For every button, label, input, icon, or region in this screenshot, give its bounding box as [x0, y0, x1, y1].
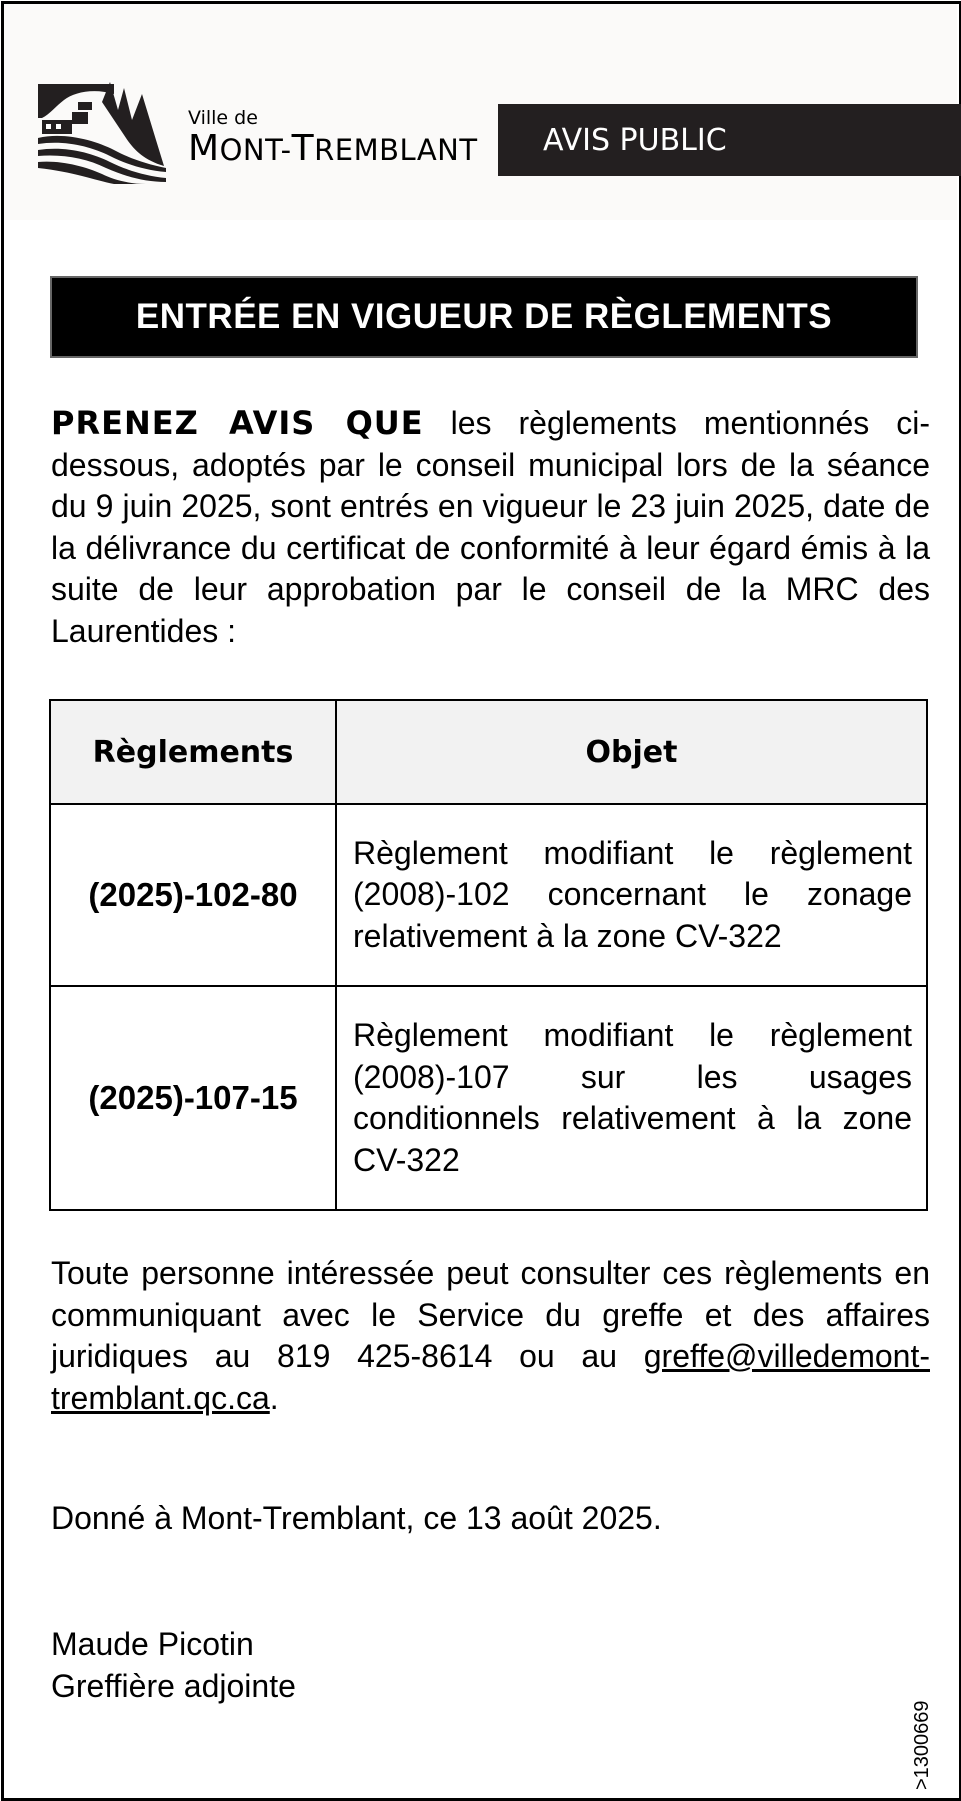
table-row: [50, 804, 927, 986]
table-header-row: [50, 700, 927, 804]
notice-title-box: [50, 276, 918, 358]
contact-paragraph: [51, 1253, 930, 1419]
reference-number: >1300669: [911, 1700, 933, 1790]
signatory-name: Maude Picotin: [51, 1626, 254, 1662]
logo-ville-de: Ville de: [188, 107, 258, 129]
regulation-object: Règlement modifiant le règlement (2008)-102 concernant le zonage relativement à la zone CV-322: [336, 804, 927, 986]
contact-text: Toute personne intéressée peut consulter ces règlements en communiquant avec le Service du greffe et des affaires juridiques au 819 425-8614 ou au: [51, 1255, 930, 1374]
given-date-line: Donné à Mont-Tremblant, ce 13 août 2025.: [51, 1500, 662, 1536]
table-header-reglements: Règlements: [50, 700, 336, 804]
intro-paragraph: [51, 403, 930, 652]
regulation-object: Règlement modifiant le règlement (2008)-107 sur les usages conditionnels relativement à la zone CV-322: [336, 986, 927, 1210]
avis-public-label: AVIS PUBLIC: [543, 123, 727, 158]
signatory-title: Greffière adjointe: [51, 1668, 296, 1704]
table-row: [50, 986, 927, 1210]
contact-end: .: [269, 1379, 279, 1416]
regulations-table: [49, 699, 928, 1211]
mont-tremblant-logo: [34, 80, 169, 186]
regulation-code: (2025)-107-15: [50, 986, 336, 1210]
table-header-objet: Objet: [336, 700, 927, 804]
notice-title: ENTRÉE EN VIGUEUR DE RÈGLEMENTS: [135, 297, 833, 336]
email-link[interactable]: greffe@villedemont-tremblant.qc.ca: [51, 1338, 930, 1416]
intro-body: les règlements mentionnés ci-dessous, adoptés par le conseil municipal lors de la séance du 9 juin 2025, sont entrés en vigueur le 23 juin 2025, date de la délivrance du certificat de conformité à leur égard émis à la suite de leur approbation par le conseil de la MRC des Laurentides :: [51, 405, 931, 649]
intro-lead: PRENEZ AVIS QUE: [51, 404, 424, 442]
regulation-code: (2025)-102-80: [50, 804, 336, 986]
logo-city-name: MONT-TREMBLANT: [188, 128, 478, 169]
